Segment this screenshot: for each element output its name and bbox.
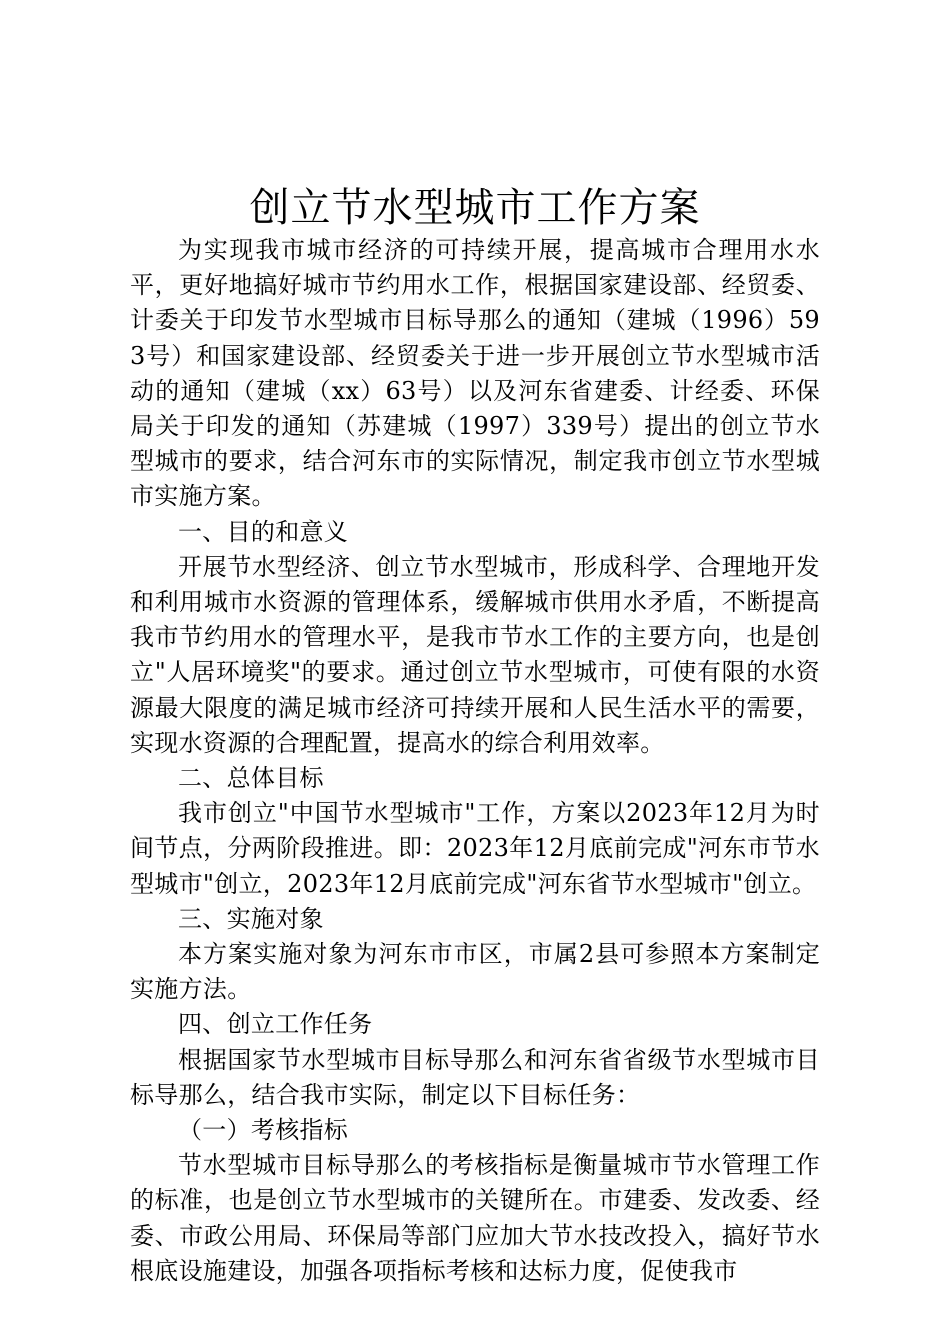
intro-paragraph: 为实现我市城市经济的可持续开展，提高城市合理用水水平，更好地搞好城市节约用水工作，根据国家建设部、经贸委、计委关于印发节水型城市目标导那么的通知（建城（1996）593号）和国家建设部、经贸委关于进一步开展创立节水型城市活动的通知（建城（xx）63号）以及河东省建委、计经委、环保局关于印发的通知（苏建城（1997）339号）提出的创立节水型城市的要求，结合河东市的实际情况，制定我市创立节水型城市实施方案。 bbox=[130, 236, 820, 511]
tasks-paragraph: 根据国家节水型城市目标导那么和河东省省级节水型城市目标导那么，结合我市实际，制定以下目标任务： bbox=[130, 1045, 820, 1109]
section-heading-target: 三、实施对象 bbox=[178, 904, 324, 933]
indicators-paragraph: 节水型城市目标导那么的考核指标是衡量城市节水管理工作的标准，也是创立节水型城市的关键所在。市建委、发改委、经委、市政公用局、环保局等部门应加大节水技改投入，搞好节水根底设施建设，加强各项指标考核和达标力度，促使我市 bbox=[130, 1151, 820, 1285]
section-heading-goal: 二、总体目标 bbox=[178, 764, 324, 793]
purpose-paragraph: 开展节水型经济、创立节水型城市，形成科学、合理地开发和利用城市水资源的管理体系，缓解城市供用水矛盾，不断提高我市节约用水的管理水平，是我市节水工作的主要方向，也是创立"人居环境奖"的要求。通过创立节水型城市，可使有限的水资源最大限度的满足城市经济可持续开展和人民生活水平的需要，实现水资源的合理配置，提高水的综合利用效率。 bbox=[130, 552, 820, 757]
goal-paragraph: 我市创立"中国节水型城市"工作，方案以2023年12月为时间节点，分两阶段推进。即：2023年12月底前完成"河东市节水型城市"创立，2023年12月底前完成"河东省节水型城市"创立。 bbox=[130, 799, 820, 898]
section-heading-tasks: 四、创立工作任务 bbox=[178, 1010, 373, 1039]
document-title: 创立节水型城市工作方案 bbox=[249, 185, 701, 231]
subsection-heading-indicators: （一）考核指标 bbox=[178, 1116, 349, 1145]
section-heading-purpose: 一、目的和意义 bbox=[178, 517, 349, 546]
document-body bbox=[130, 233, 820, 1289]
target-paragraph: 本方案实施对象为河东市市区，市属2县可参照本方案制定实施方法。 bbox=[130, 940, 820, 1004]
